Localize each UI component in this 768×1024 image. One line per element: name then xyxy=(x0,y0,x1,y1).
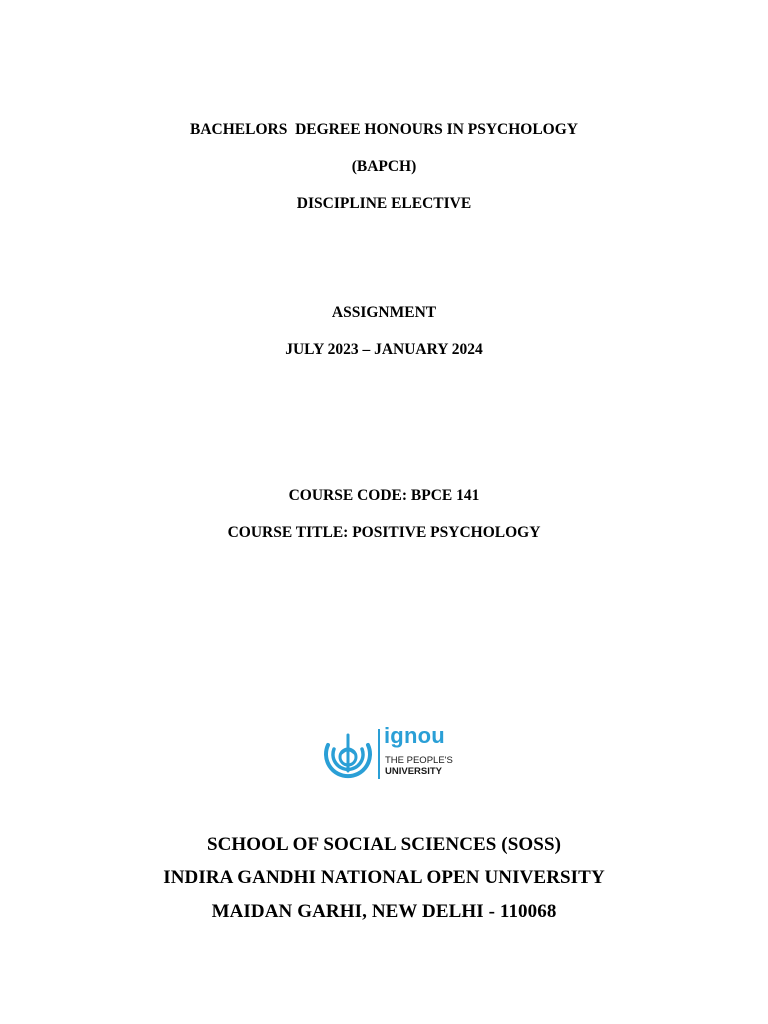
logo-wordmark: ignou xyxy=(384,723,445,748)
logo-divider xyxy=(378,729,380,779)
logo-tagline-1: THE PEOPLE'S xyxy=(385,755,453,766)
ignou-logo xyxy=(322,723,453,782)
assignment-heading: ASSIGNMENT xyxy=(331,304,437,321)
program-code: (BAPCH) xyxy=(351,158,417,175)
program-category: DISCIPLINE ELECTIVE xyxy=(296,195,472,212)
university-name: INDIRA GANDHI NATIONAL OPEN UNIVERSITY xyxy=(163,867,605,888)
degree-title: BACHELORS DEGREE HONOURS IN PSYCHOLOGY xyxy=(190,121,578,138)
course-code: COURSE CODE: BPCE 141 xyxy=(288,487,480,504)
assignment-session: JULY 2023 – JANUARY 2024 xyxy=(285,341,483,358)
university-address: MAIDAN GARHI, NEW DELHI - 110068 xyxy=(211,901,557,922)
course-title: COURSE TITLE: POSITIVE PSYCHOLOGY xyxy=(227,524,541,541)
ignou-emblem-icon xyxy=(322,731,374,781)
school-name: SCHOOL OF SOCIAL SCIENCES (SOSS) xyxy=(206,834,562,855)
logo-tagline-2: UNIVERSITY xyxy=(385,766,443,777)
